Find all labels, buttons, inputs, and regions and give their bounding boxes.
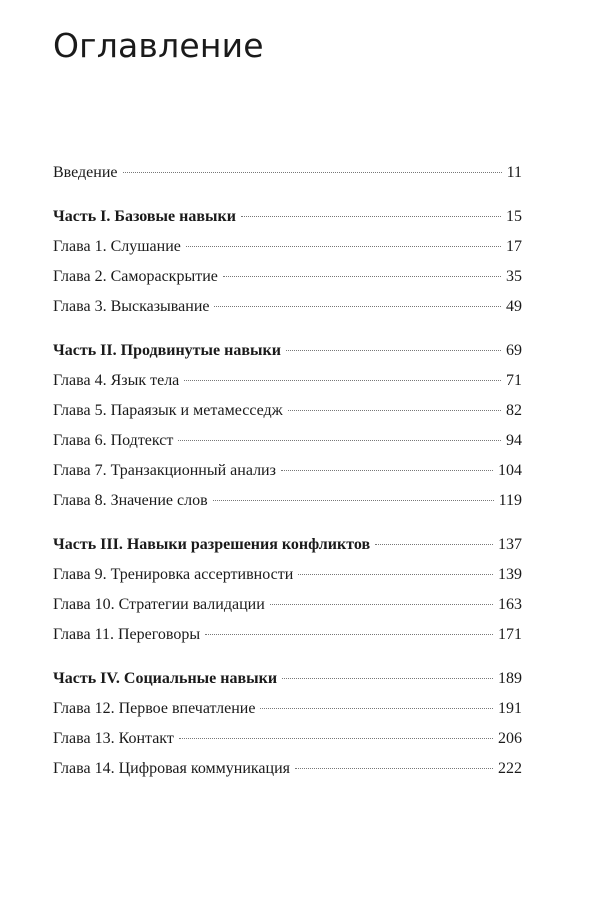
toc-entry-label: Глава 14. Цифровая коммуникация	[53, 760, 291, 777]
toc-entry-label: Глава 2. Самораскрытие	[53, 268, 218, 285]
toc-page-number: 163	[498, 596, 522, 613]
toc-chapter-entry	[53, 396, 522, 426]
toc-entry-label: Глава 4. Язык тела	[53, 372, 180, 389]
toc-chapter-entry	[53, 590, 522, 620]
toc-page-number: 82	[506, 402, 522, 419]
toc-entry-label: Глава 9. Тренировка ассертивности	[53, 566, 294, 583]
dot-leader	[123, 172, 502, 173]
toc-page-number: 191	[498, 700, 522, 717]
toc-chapter-entry	[53, 754, 522, 784]
toc-entry-label: Глава 1. Слушание	[53, 238, 181, 255]
toc-entry-label: Глава 6. Подтекст	[53, 432, 174, 449]
toc-entry-label: Часть II. Продвинутые навыки	[53, 342, 281, 359]
toc-page-number: 15	[506, 208, 522, 225]
dot-leader	[286, 350, 501, 351]
toc-entry-label: Глава 3. Высказывание	[53, 298, 210, 315]
toc-entry-label: Глава 12. Первое впечатление	[53, 700, 256, 717]
toc-intro-entry	[53, 158, 522, 188]
toc-page-number: 222	[498, 760, 522, 777]
toc-page-number: 49	[506, 298, 522, 315]
dot-leader	[298, 574, 493, 575]
toc-page-number: 119	[498, 492, 522, 509]
toc-chapter-entry	[53, 620, 522, 650]
toc-part-entry	[53, 202, 522, 232]
toc-page-number: 139	[498, 566, 522, 583]
toc-entry-label: Глава 13. Контакт	[53, 730, 174, 747]
toc-part-entry	[53, 664, 522, 694]
toc-part-entry	[53, 336, 522, 366]
toc-chapter-entry	[53, 262, 522, 292]
dot-leader	[178, 440, 501, 441]
toc-chapter-entry	[53, 366, 522, 396]
dot-leader	[375, 544, 493, 545]
toc-entry-label: Глава 10. Стратегии валидации	[53, 596, 265, 613]
dot-leader	[186, 246, 501, 247]
toc-entry-label: Введение	[53, 164, 118, 181]
toc-entry-label: Часть IV. Социальные навыки	[53, 670, 278, 687]
dot-leader	[179, 738, 493, 739]
dot-leader	[205, 634, 493, 635]
dot-leader	[214, 306, 501, 307]
toc-chapter-entry	[53, 486, 522, 516]
dot-leader	[270, 604, 493, 605]
toc-page-number: 71	[506, 372, 522, 389]
dot-leader	[184, 380, 501, 381]
toc-page-number: 206	[498, 730, 522, 747]
dot-leader	[213, 500, 494, 501]
dot-leader	[295, 768, 493, 769]
toc-page-number: 171	[498, 626, 522, 643]
toc-chapter-entry	[53, 292, 522, 322]
toc-page-number: 11	[506, 164, 522, 181]
toc-part-entry	[53, 530, 522, 560]
dot-leader	[241, 216, 501, 217]
dot-leader	[260, 708, 493, 709]
toc-page-number: 104	[498, 462, 522, 479]
toc-chapter-entry	[53, 560, 522, 590]
toc-page-number: 94	[506, 432, 522, 449]
toc-chapter-entry	[53, 426, 522, 456]
toc-page-number: 35	[506, 268, 522, 285]
dot-leader	[282, 678, 493, 679]
toc-entry-label: Часть I. Базовые навыки	[53, 208, 236, 225]
toc-page-number: 69	[506, 342, 522, 359]
toc-page-number: 137	[498, 536, 522, 553]
toc-page-number: 17	[506, 238, 522, 255]
toc-chapter-entry	[53, 456, 522, 486]
toc-chapter-entry	[53, 694, 522, 724]
toc-chapter-entry	[53, 232, 522, 262]
dot-leader	[223, 276, 501, 277]
toc-entry-label: Часть III. Навыки разрешения конфликтов	[53, 536, 371, 553]
toc-entry-label: Глава 8. Значение слов	[53, 492, 208, 509]
table-of-contents	[53, 158, 522, 784]
dot-leader	[281, 470, 493, 471]
toc-page-number: 189	[498, 670, 522, 687]
toc-entry-label: Глава 7. Транзакционный анализ	[53, 462, 276, 479]
toc-entry-label: Глава 5. Параязык и метамесседж	[53, 402, 283, 419]
toc-chapter-entry	[53, 724, 522, 754]
page-title: Оглавление	[53, 26, 264, 65]
dot-leader	[288, 410, 501, 411]
toc-entry-label: Глава 11. Переговоры	[53, 626, 201, 643]
